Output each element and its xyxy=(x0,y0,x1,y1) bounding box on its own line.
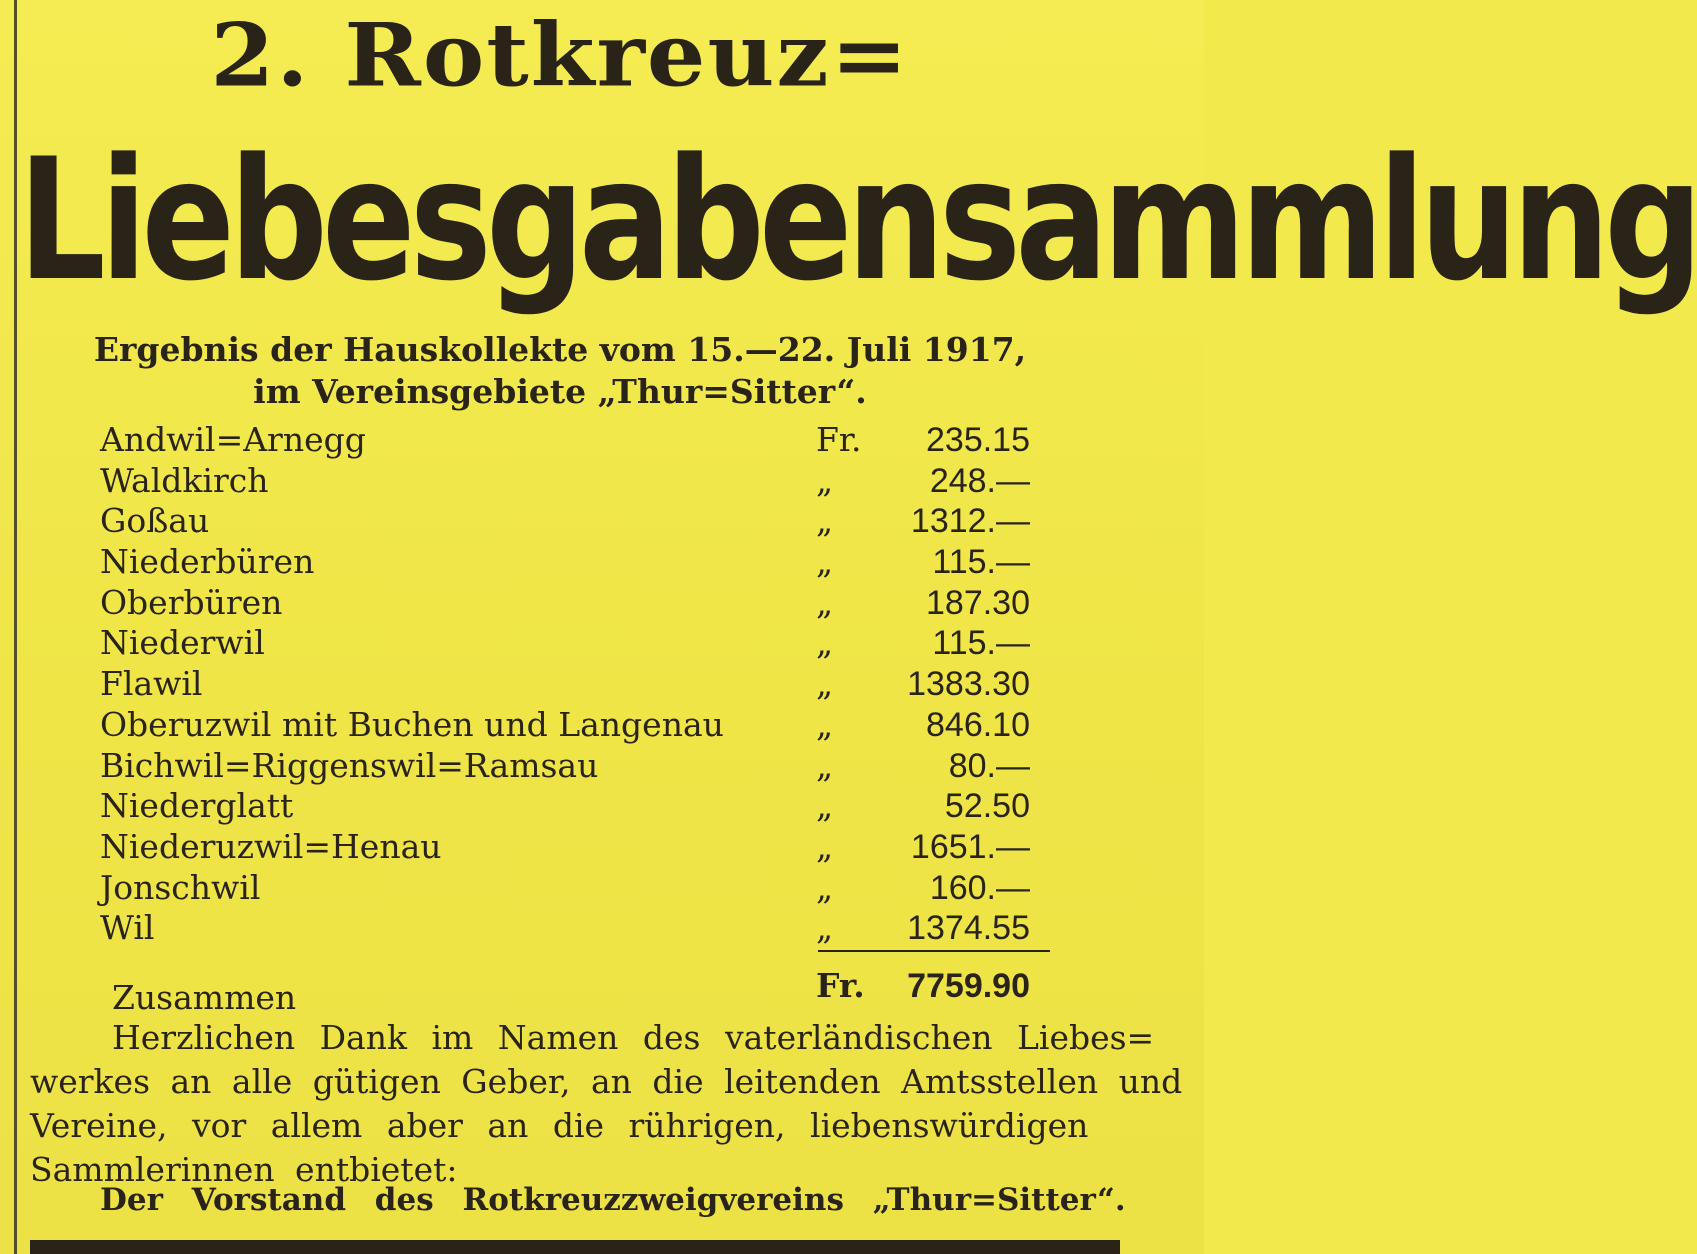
currency-mark: „ xyxy=(816,745,834,785)
collection-row xyxy=(100,461,1060,502)
thanks-line-1: Herzlichen Dank im Namen des vaterländischen Liebes= xyxy=(112,1018,1155,1057)
amount: 846.10 xyxy=(926,705,1030,744)
amount: 248.— xyxy=(929,461,1030,500)
collection-row xyxy=(100,827,1060,868)
amount: 115.— xyxy=(932,624,1030,663)
place-name: Oberbüren xyxy=(100,582,283,622)
subtitle-line-2: im Vereinsgebiete „Thur=Sitter“. xyxy=(253,372,867,411)
collection-row xyxy=(100,705,1060,746)
thanks-line-3: Vereine, vor allem aber an die rührigen, liebenswürdigen xyxy=(30,1106,1089,1145)
total-label: Zusammen xyxy=(112,978,297,1017)
collection-row xyxy=(100,868,1060,909)
collection-row xyxy=(100,786,1060,827)
place-name: Jonschwil xyxy=(100,867,261,907)
sum-rule xyxy=(818,950,1050,952)
place-name: Niederbüren xyxy=(100,542,315,582)
place-name: Niederwil xyxy=(100,623,265,663)
collection-row xyxy=(100,501,1060,542)
amount: 160.— xyxy=(929,868,1030,907)
amount: 235.15 xyxy=(926,421,1030,459)
currency-mark: „ xyxy=(816,786,834,826)
subtitle-line-1: Ergebnis der Hauskollekte vom 15.—22. Juli 1917, xyxy=(93,330,1027,369)
collection-row xyxy=(100,420,1060,461)
amount: 52.50 xyxy=(944,787,1030,826)
place-name: Flawil xyxy=(100,664,203,704)
collection-row xyxy=(100,664,1060,705)
collection-list xyxy=(100,420,1060,949)
currency-mark: „ xyxy=(816,664,834,704)
signature: Der Vorstand des Rotkreuzzweigvereins „Thur=Sitter“. xyxy=(100,1182,1126,1218)
place-name: Andwil=Arnegg xyxy=(100,420,366,459)
currency-mark: „ xyxy=(816,501,834,541)
heading-line-2: Liebesgabensammlung xyxy=(18,122,1697,318)
currency-mark: „ xyxy=(816,867,834,907)
total-amount: 7759.90 xyxy=(907,967,1030,1005)
place-name: Niederglatt xyxy=(100,786,294,826)
thanks-paragraph xyxy=(30,1016,1183,1192)
currency-mark: „ xyxy=(816,826,834,866)
amount: 1312.— xyxy=(910,502,1030,541)
place-name: Wil xyxy=(100,908,155,948)
currency-mark: „ xyxy=(816,582,834,622)
total-row xyxy=(100,964,1060,1017)
collection-row xyxy=(100,583,1060,624)
bottom-rule xyxy=(30,1240,1120,1254)
collection-row xyxy=(100,542,1060,583)
currency-mark: „ xyxy=(816,623,834,663)
collection-row xyxy=(100,623,1060,664)
amount: 1383.30 xyxy=(907,665,1030,704)
amount: 80.— xyxy=(948,746,1030,785)
amount: 1651.— xyxy=(910,827,1030,866)
total-currency: Fr. xyxy=(816,966,865,1005)
place-name: Bichwil=Riggenswil=Ramsau xyxy=(100,745,599,785)
place-name: Goßau xyxy=(100,501,210,541)
column-border xyxy=(14,0,17,1254)
currency-mark: „ xyxy=(816,542,834,582)
collection-row xyxy=(100,908,1060,949)
currency-mark: „ xyxy=(816,908,834,948)
currency-mark: „ xyxy=(816,704,834,744)
amount: 187.30 xyxy=(926,583,1030,622)
thanks-line-2: werkes an alle gütigen Geber, an die leitenden Amtsstellen und xyxy=(30,1062,1183,1101)
collection-row xyxy=(100,746,1060,787)
thanks-line-4: Sammlerinnen entbietet: xyxy=(30,1150,458,1189)
amount: 115.— xyxy=(932,543,1030,582)
currency-mark: Fr. xyxy=(816,420,862,459)
heading-line-1: 2. Rotkreuz= xyxy=(210,3,910,107)
amount: 1374.55 xyxy=(907,909,1030,948)
place-name: Oberuzwil mit Buchen und Langenau xyxy=(100,704,724,744)
currency-mark: „ xyxy=(816,460,834,500)
place-name: Niederuzwil=Henau xyxy=(100,826,442,866)
place-name: Waldkirch xyxy=(100,460,269,500)
